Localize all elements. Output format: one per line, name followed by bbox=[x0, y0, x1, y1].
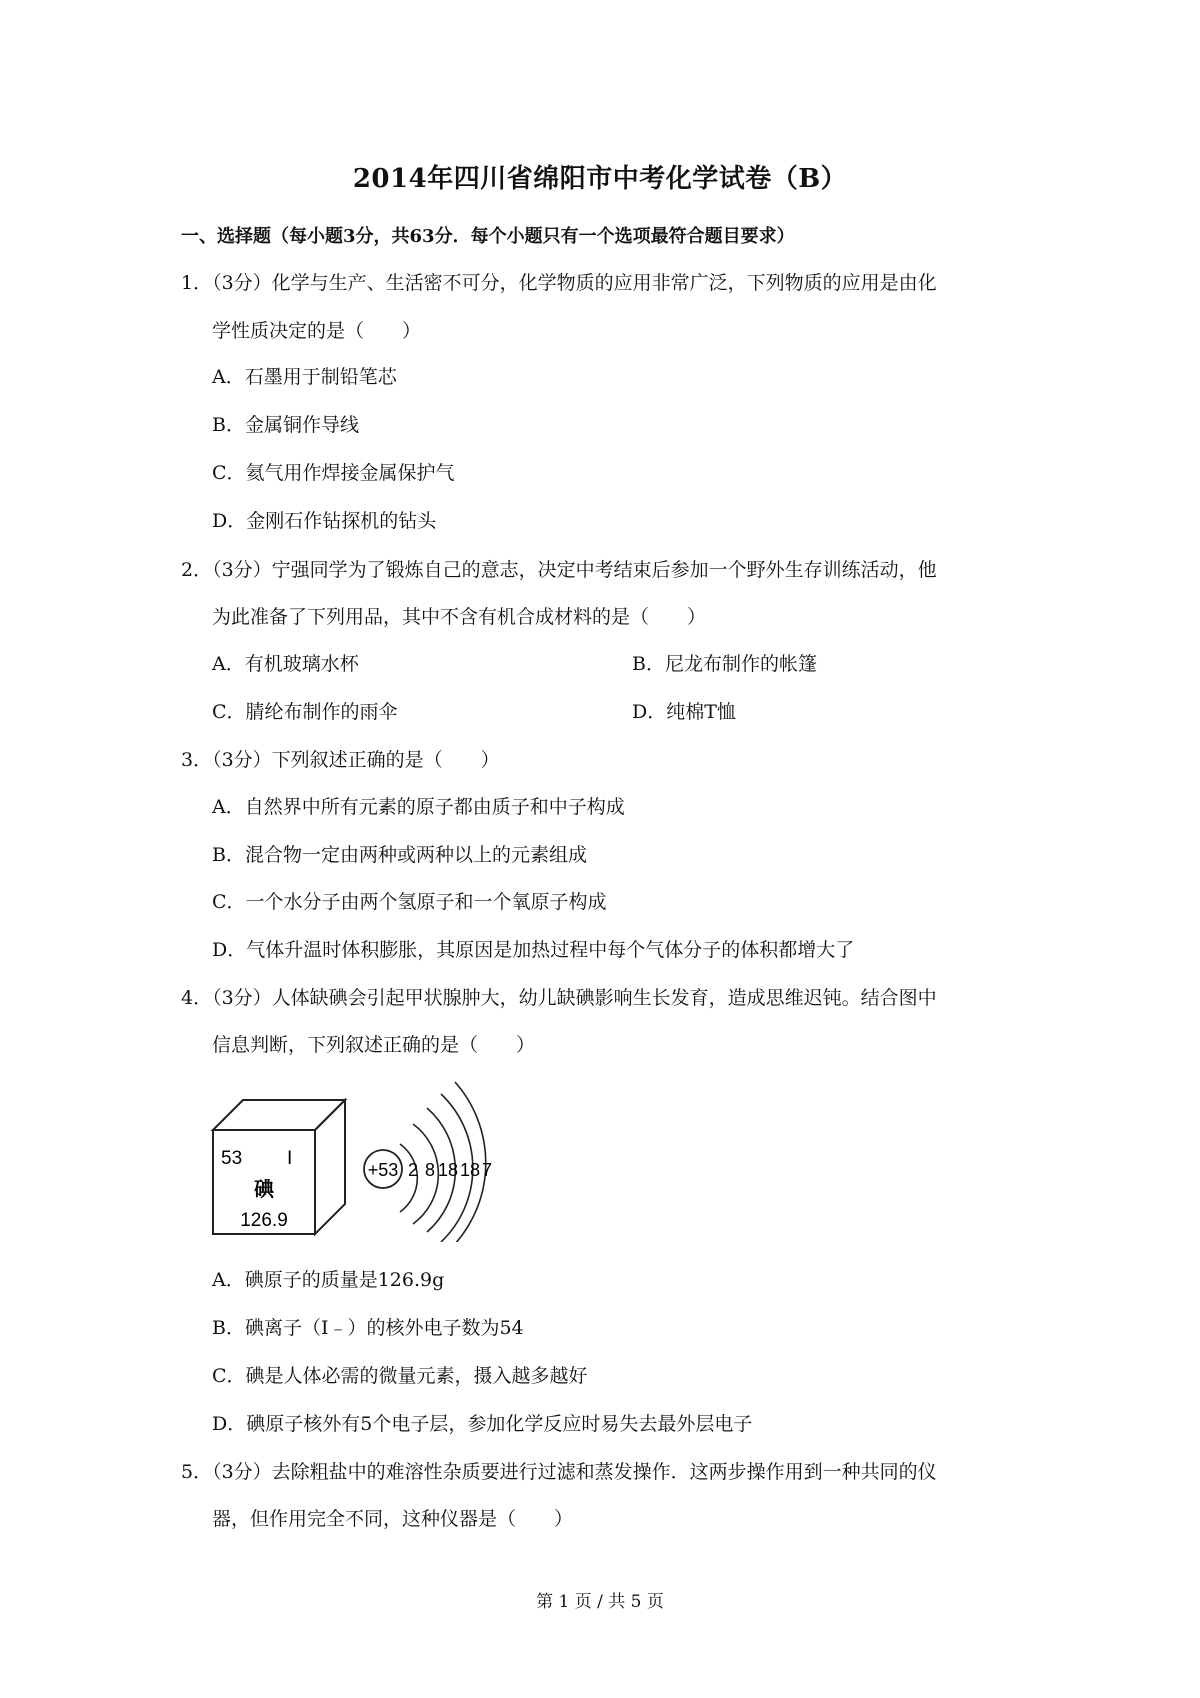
question-2-option-d: D．纯棉T恤 bbox=[632, 701, 736, 723]
shell-count-3: 18 bbox=[438, 1160, 459, 1180]
page-footer: 第 1 页 / 共 5 页 bbox=[536, 1592, 664, 1612]
question-3-option-b: B．混合物一定由两种或两种以上的元素组成 bbox=[212, 844, 587, 866]
shell-count-1: 2 bbox=[408, 1160, 419, 1180]
question-1-option-a: A．石墨用于制铅笔芯 bbox=[212, 366, 397, 388]
question-1-stem: 1．（3分）化学与生产、生活密不可分，化学物质的应用非常广泛，下列物质的应用是由化 bbox=[181, 272, 937, 294]
question-5-stem-cont: 器，但作用完全不同，这种仪器是（ ） bbox=[212, 1508, 574, 1530]
question-4-stem: 4．（3分）人体缺碘会引起甲状腺肿大，幼儿缺碘影响生长发育，造成思维迟钝。结合图中 bbox=[181, 987, 937, 1009]
question-3-option-a: A．自然界中所有元素的原子都由质子和中子构成 bbox=[212, 796, 625, 818]
question-3-stem: 3．（3分）下列叙述正确的是（ ） bbox=[181, 749, 500, 771]
iodine-figure bbox=[205, 1072, 545, 1242]
shell-count-2: 8 bbox=[425, 1160, 436, 1180]
question-4-option-d: D．碘原子核外有5个电子层，参加化学反应时易失去最外层电子 bbox=[212, 1413, 753, 1435]
question-4-option-b: B．碘离子（I﹣）的核外电子数为54 bbox=[212, 1317, 524, 1339]
question-2-option-b: B．尼龙布制作的帐篷 bbox=[632, 653, 817, 675]
question-3-option-d: D．气体升温时体积膨胀，其原因是加热过程中每个气体分子的体积都增大了 bbox=[212, 939, 855, 961]
element-mass: 126.9 bbox=[240, 1210, 288, 1231]
question-1-stem-cont: 学性质决定的是（ ） bbox=[212, 320, 422, 342]
question-1-option-b: B．金属铜作导线 bbox=[212, 414, 359, 436]
question-2-stem-cont: 为此准备了下列用品，其中不含有机合成材料的是（ ） bbox=[212, 606, 707, 628]
question-4-stem-cont: 信息判断，下列叙述正确的是（ ） bbox=[212, 1034, 536, 1056]
nucleus-charge: +53 bbox=[367, 1160, 399, 1180]
question-2-option-a: A．有机玻璃水杯 bbox=[212, 653, 359, 675]
element-name: 碘 bbox=[254, 1177, 274, 1201]
element-symbol: I bbox=[287, 1148, 293, 1169]
shell-count-4: 18 bbox=[460, 1160, 481, 1180]
element-number: 53 bbox=[221, 1148, 243, 1169]
question-4-option-c: C．碘是人体必需的微量元素，摄入越多越好 bbox=[212, 1365, 588, 1387]
element-card bbox=[213, 1100, 345, 1234]
question-5-stem: 5．（3分）去除粗盐中的难溶性杂质要进行过滤和蒸发操作．这两步操作用到一种共同的仪 bbox=[181, 1461, 937, 1483]
question-4-option-a: A．碘原子的质量是126.9g bbox=[212, 1269, 445, 1291]
question-1-option-c: C．氦气用作焊接金属保护气 bbox=[212, 462, 455, 484]
question-1-option-d: D．金刚石作钻探机的钻头 bbox=[212, 510, 437, 532]
question-3-option-c: C．一个水分子由两个氢原子和一个氧原子构成 bbox=[212, 891, 607, 913]
section-heading: 一、选择题（每小题3分，共63分．每个小题只有一个选项最符合题目要求） bbox=[181, 226, 795, 247]
page-title: 2014年四川省绵阳市中考化学试卷（B） bbox=[352, 164, 848, 194]
atom-structure-diagram bbox=[364, 1082, 492, 1242]
question-2-stem: 2．（3分）宁强同学为了锻炼自己的意志，决定中考结束后参加一个野外生存训练活动，他 bbox=[181, 559, 937, 581]
question-2-option-c: C．腈纶布制作的雨伞 bbox=[212, 701, 398, 723]
shell-count-5: 7 bbox=[482, 1160, 493, 1180]
